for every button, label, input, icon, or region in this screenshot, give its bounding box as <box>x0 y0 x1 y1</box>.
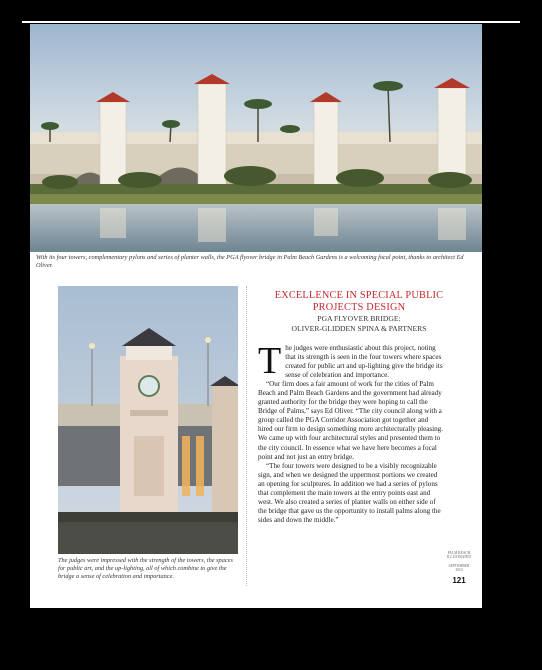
article-subheading <box>252 314 466 333</box>
article-body <box>258 340 444 525</box>
publication-name: PALM BEACH <box>447 551 471 555</box>
hero-photo-caption: With its four towers, complementary pylons and series of planter walls, the PGA flyover bridge in Palm Beach Gardens is a welcoming focal point, thanks to architect Ed Oliver. <box>36 254 464 269</box>
drop-cap: T <box>258 340 282 382</box>
article-paragraph <box>258 340 444 382</box>
magazine-page <box>30 24 482 608</box>
tower-photo-caption: The judges were impressed with the strength of the towers, the spaces for public art, and the up-lighting, all of which combine to give the bridge a sense of celebration and importance. <box>58 557 233 580</box>
article-paragraph: “Our firm does a fair amount of work for the cities of Palm Beach and Palm Beach Gardens and the government had already granted authority for the bridge they were hoping to call the Bridge of Palms,” says Ed Oliver. “The city council along with a group called the PGA Corridor Association got together and hired our firm to design something more architecturally pleasing. We came up with four architectural styles and presented them to the city council. In essence what we have here becomes a focal point and not just an entry bridge. <box>258 380 443 461</box>
page-number: 121 <box>452 576 466 585</box>
firm-name: OLIVER-GLIDDEN SPINA & PARTNERS <box>291 323 427 333</box>
issue-date <box>444 564 474 573</box>
publication-logo <box>444 551 474 560</box>
top-rule <box>22 21 520 23</box>
article-heading: EXCELLENCE IN SPECIAL PUBLIC PROJECTS DESIGN <box>274 290 444 313</box>
issue-year: 2010 <box>455 568 463 573</box>
issue-month: SEPTEMBER <box>448 564 470 568</box>
column-divider <box>246 286 247 586</box>
paragraph-text: he judges were enthusiastic about this project, noting that its strength is seen in the four towers where spaces created for public art and up-lighting give the bridge its sense of celebration and importance. <box>285 344 443 380</box>
tower-dusk-photo <box>58 286 238 554</box>
article-paragraph: “The four towers were designed to be a visibly recognizable sign, and when we designed the uppermost portions we created an opening for sculptures. In addition we had a series of pylons that complement the main towers at the entry points east and west. We also created a series of planter walls on either side of the bridge that gave us the opportunity to install palms along the sides and down the middle.” <box>258 461 441 524</box>
bridge-panorama-photo <box>30 24 482 252</box>
project-name: PGA FLYOVER BRIDGE: <box>317 314 401 323</box>
publication-name-sub: ILLUSTRATED <box>447 555 471 560</box>
